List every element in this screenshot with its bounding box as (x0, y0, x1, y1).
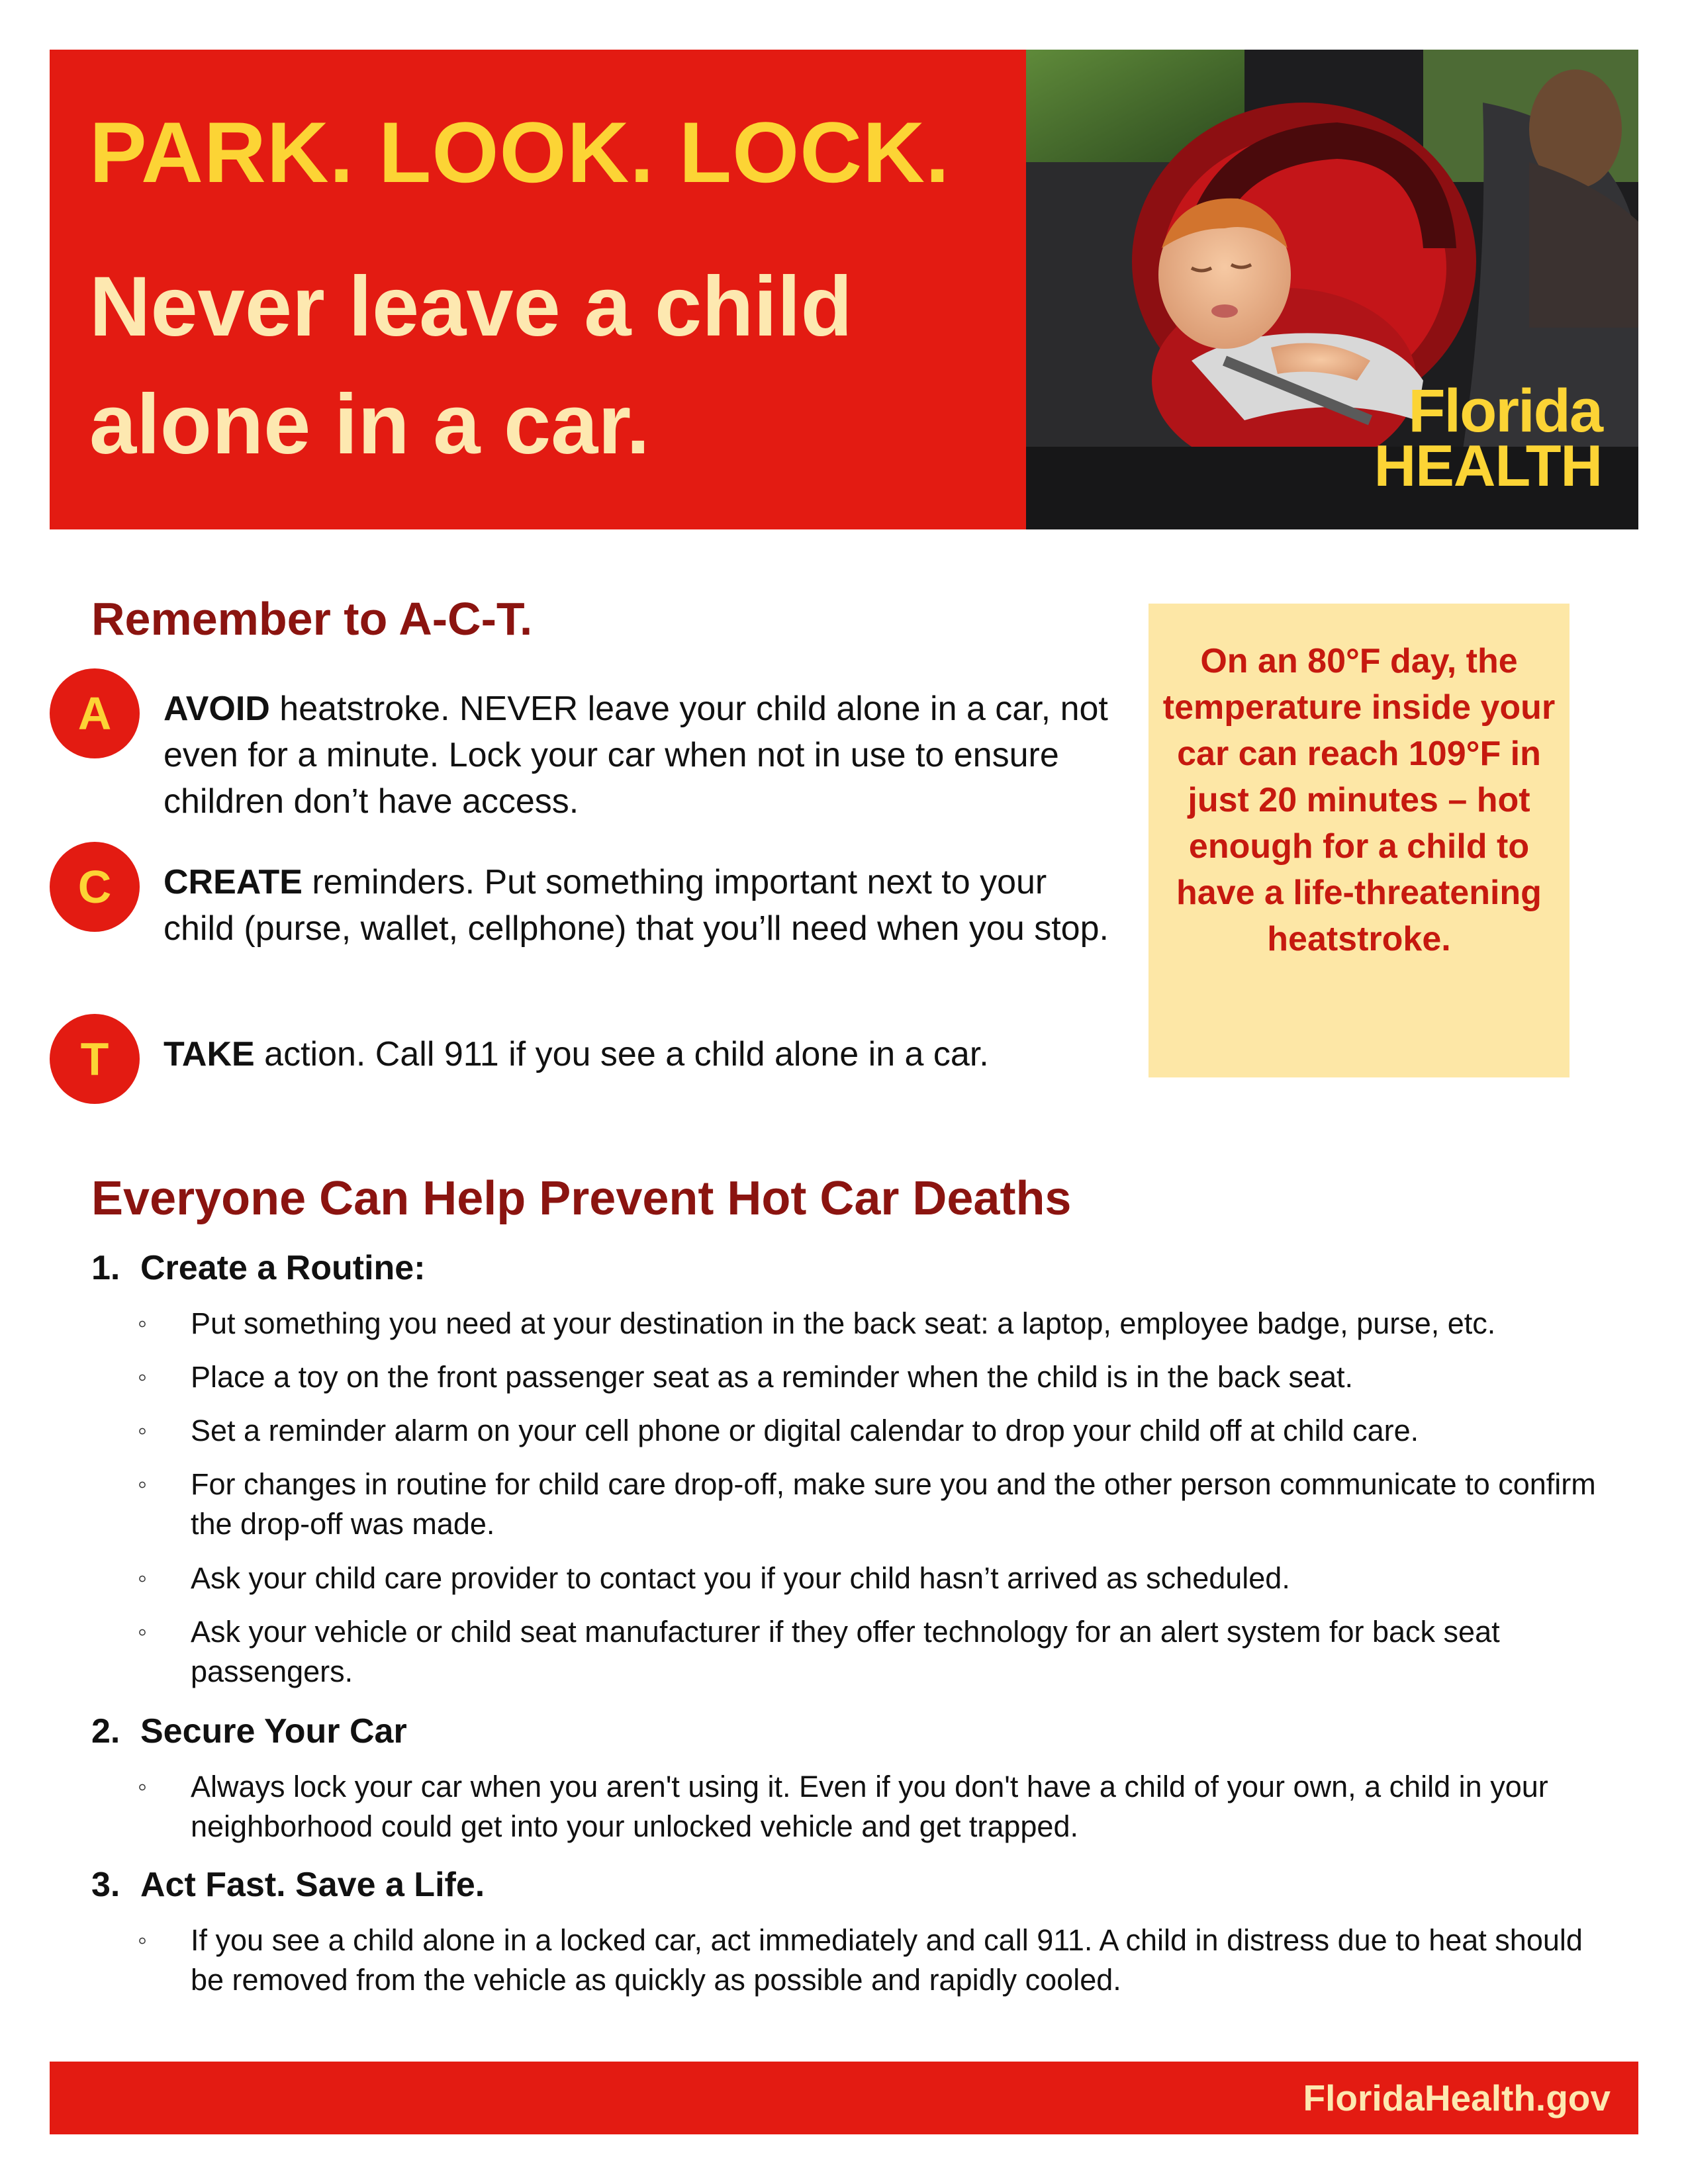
child-in-car-seat-photo (1026, 50, 1638, 529)
list-item-text: Set a reminder alarm on your cell phone or digital calendar to drop your child off at child care. (191, 1414, 1419, 1447)
help-heading-secure (91, 1701, 407, 1762)
logo-florida: Florida (1408, 377, 1602, 445)
help-number: 2. (91, 1712, 120, 1751)
act-keyword: CREATE (164, 863, 303, 901)
bullet-icon: ◦ (138, 1309, 148, 1338)
act-badge-a: A (50, 668, 140, 758)
bullet-icon: ◦ (138, 1617, 148, 1647)
act-badge-t: T (50, 1014, 140, 1104)
list-item (138, 1612, 1601, 1692)
bullet-icon: ◦ (138, 1564, 148, 1593)
list-item-text: Put something you need at your destination in the back seat: a laptop, employee badge, purse, etc. (191, 1306, 1496, 1340)
act-section-title: Remember to A-C-T. (91, 593, 533, 645)
act-description: reminders. Put something important next to your child (purse, wallet, cellphone) that you’ll need when you stop. (164, 863, 1109, 948)
act-description: action. Call 911 if you see a child alone in a car. (254, 1035, 989, 1073)
help-number: 3. (91, 1866, 120, 1904)
list-item (138, 1411, 1601, 1451)
act-keyword: TAKE (164, 1035, 255, 1073)
help-heading-text: Secure Your Car (140, 1712, 407, 1751)
bullet-icon: ◦ (138, 1363, 148, 1392)
act-keyword: AVOID (164, 690, 270, 728)
act-text-take (164, 1031, 1117, 1077)
banner-subheadline: Never leave a child alone in a car. (89, 259, 853, 472)
footer-website-link[interactable]: FloridaHealth.gov (1303, 2077, 1611, 2118)
footer-bar (50, 2062, 1638, 2134)
list-item-text: Place a toy on the front passenger seat as a reminder when the child is in the back seat. (191, 1360, 1354, 1394)
act-badge-c: C (50, 842, 140, 932)
help-number: 1. (91, 1249, 120, 1287)
hero-banner (50, 50, 1638, 529)
list-item-text: For changes in routine for child care drop-off, make sure you and the other person communicate to confirm the drop-off was made. (191, 1467, 1596, 1541)
logo-health: HEALTH (1374, 433, 1602, 499)
help-heading-routine (91, 1238, 426, 1298)
list-item (138, 1465, 1601, 1544)
list-item-text: Ask your vehicle or child seat manufacturer if they offer technology for an alert system for back seat passengers. (191, 1615, 1500, 1688)
banner-headline: PARK. LOOK. LOCK. (89, 104, 951, 201)
list-item-text: Always lock your car when you aren't using it. Even if you don't have a child of your own, a child in your neighborhood could get into your unlocked vehicle and get trapped. (191, 1770, 1548, 1843)
florida-health-logo (1374, 377, 1602, 499)
bullet-icon: ◦ (138, 1926, 148, 1955)
act-description: heatstroke. NEVER leave your child alone in a car, not even for a minute. Lock your car when not in use to ensure children don’t have access. (164, 690, 1108, 821)
list-item (138, 1304, 1601, 1343)
bullet-icon: ◦ (138, 1470, 148, 1499)
help-heading-text: Act Fast. Save a Life. (140, 1866, 485, 1904)
help-heading-act-fast (91, 1854, 485, 1915)
bullet-icon: ◦ (138, 1772, 148, 1801)
list-item (138, 1357, 1601, 1397)
list-item (138, 1767, 1601, 1846)
help-heading-text: Create a Routine: (140, 1249, 426, 1287)
list-item-text: If you see a child alone in a locked car, act immediately and call 911. A child in distress due to heat should be removed from the vehicle as quickly as possible and rapidly cooled. (191, 1923, 1583, 1997)
temperature-callout: On an 80°F day, the temperature inside your car can reach 109°F in just 20 minutes – hot enough for a child to have a life-threatening heatstroke. (1149, 604, 1570, 1077)
list-item-text: Ask your child care provider to contact you if your child hasn’t arrived as scheduled. (191, 1561, 1290, 1595)
act-text-avoid (164, 686, 1117, 825)
list-item (138, 1559, 1601, 1598)
help-section-title: Everyone Can Help Prevent Hot Car Deaths (91, 1172, 1072, 1225)
bullet-icon: ◦ (138, 1416, 148, 1445)
list-item (138, 1921, 1601, 2000)
act-text-create (164, 859, 1117, 952)
